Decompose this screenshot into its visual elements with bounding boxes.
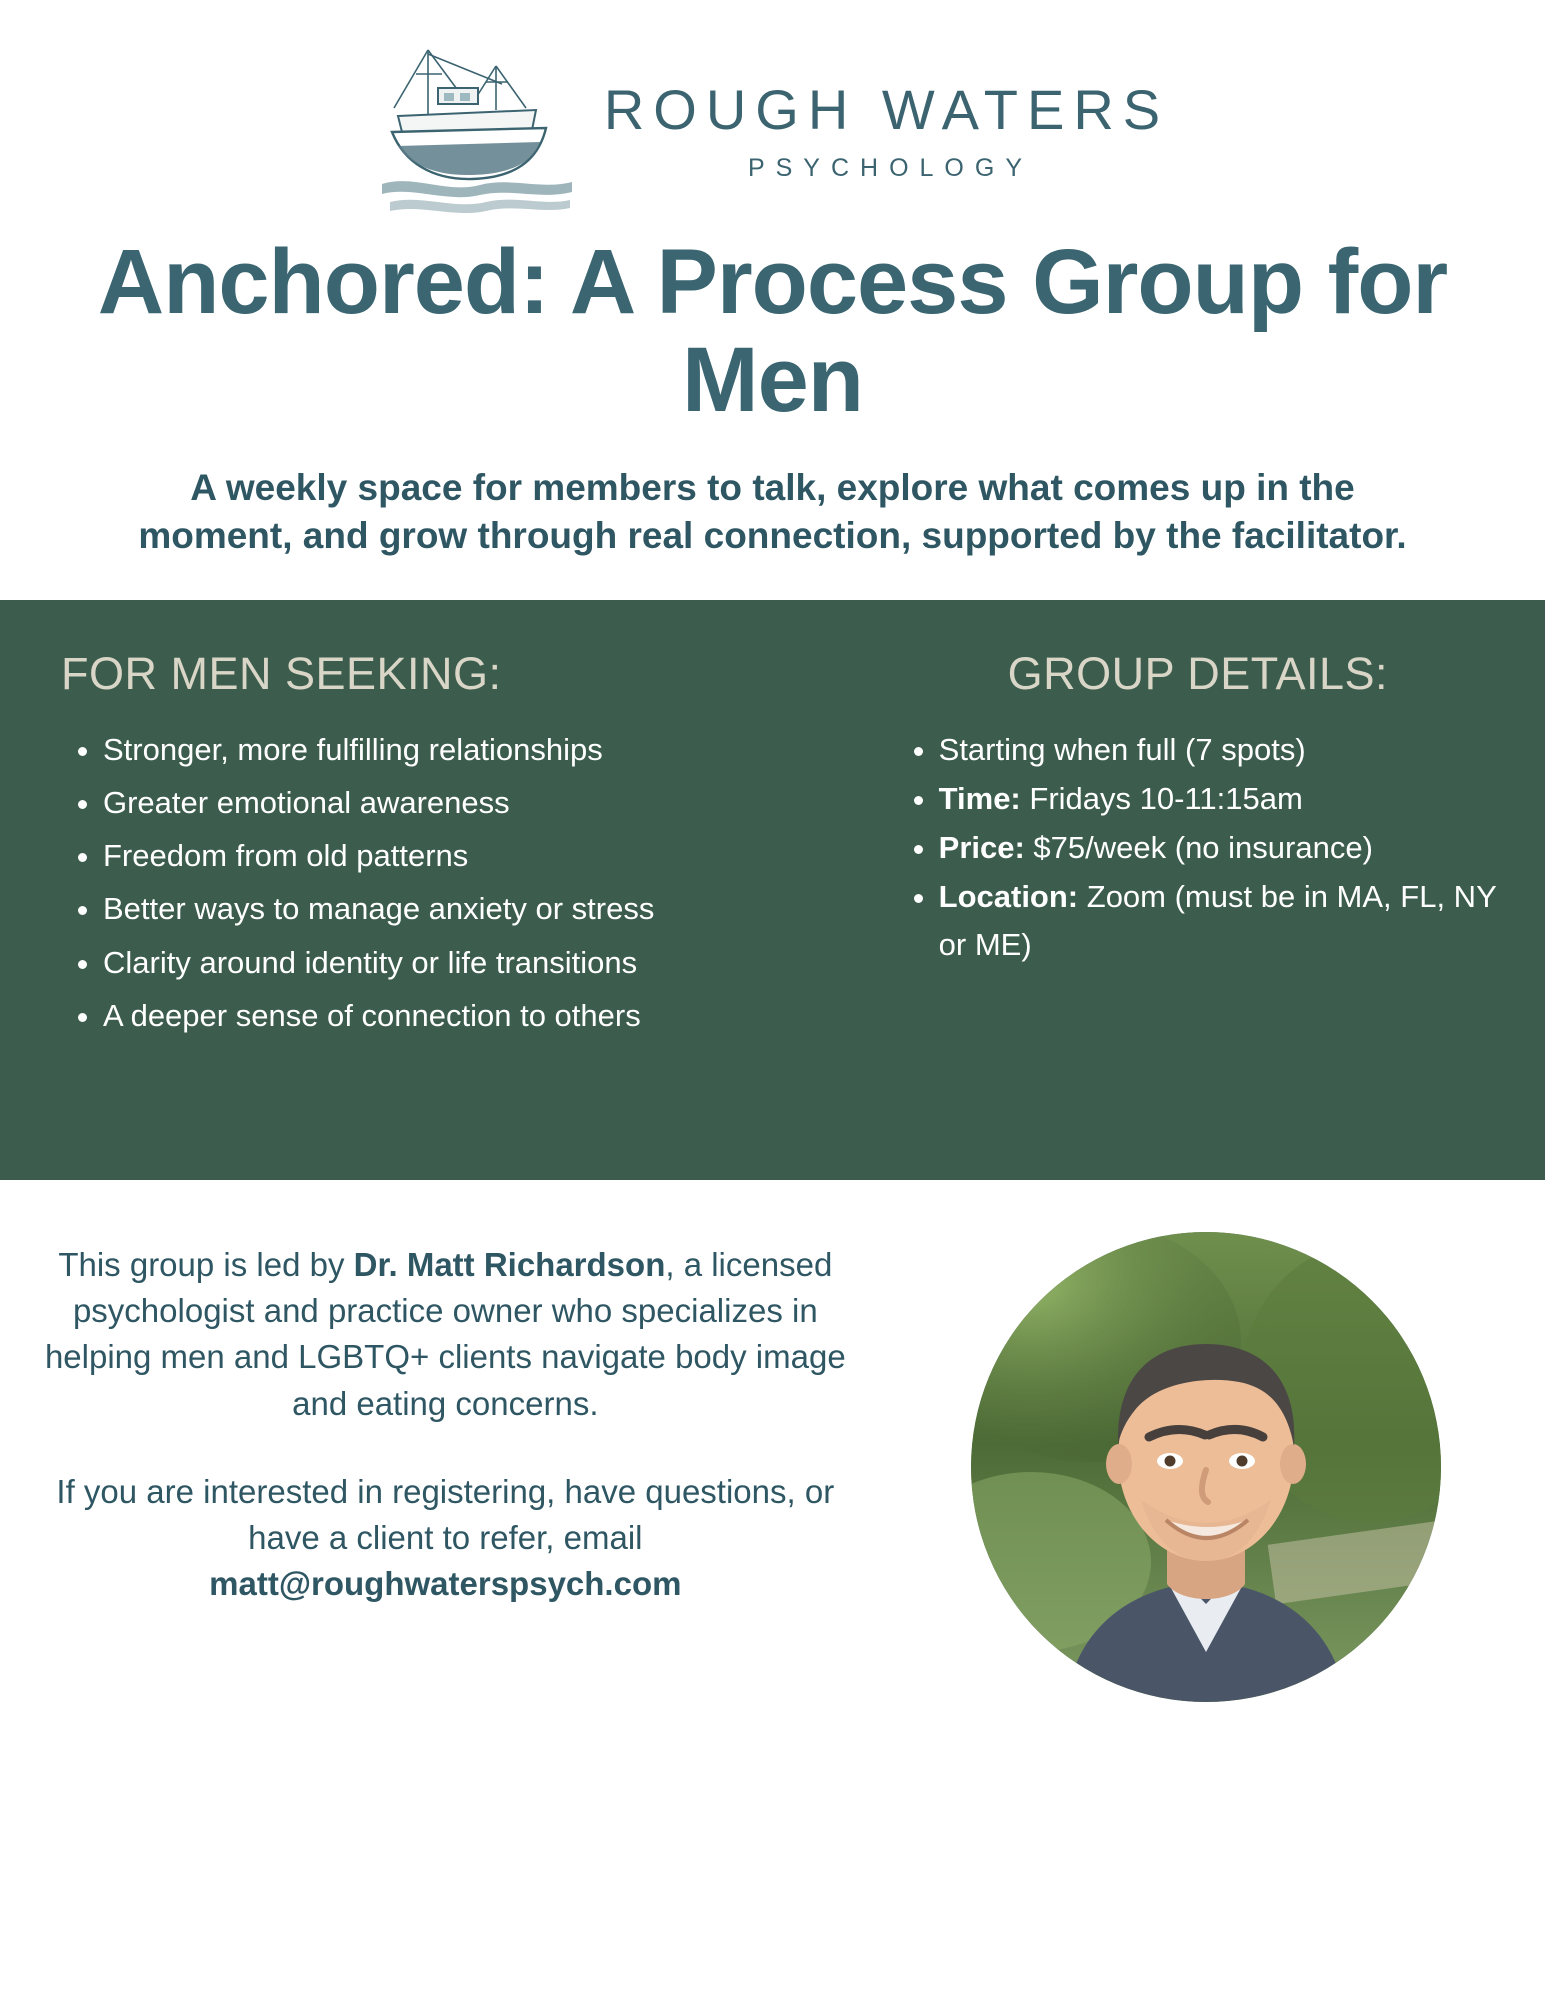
- list-item: • Stronger, more fulfilling relationships: [103, 726, 871, 773]
- brand-wordmark: [603, 78, 1170, 183]
- list-item: • Better ways to manage anxiety or stress: [103, 885, 871, 932]
- contact-text: If you are interested in registering, have questions, or have a client to refer, email: [56, 1472, 835, 1556]
- list-item: [939, 824, 1505, 871]
- bio-intro: This group is led by: [58, 1246, 354, 1284]
- contact-paragraph: [30, 1469, 861, 1608]
- brand-header: [0, 0, 1545, 213]
- contact-email[interactable]: matt@roughwaterspsych.com: [209, 1565, 682, 1603]
- list-item: • Freedom from old patterns: [103, 832, 871, 879]
- bio-paragraph: [30, 1242, 861, 1427]
- facilitator-name: Dr. Matt Richardson: [353, 1246, 666, 1284]
- details-panel: [0, 600, 1545, 1180]
- list-item: [939, 775, 1505, 822]
- detail-text: $75/week (no insurance): [1024, 830, 1373, 866]
- detail-text: Starting when full (7 spots): [938, 732, 1306, 768]
- for-men-seeking-list: [55, 726, 871, 1039]
- facilitator-section: [0, 1180, 1545, 1702]
- for-men-seeking-column: [0, 634, 881, 1140]
- detail-label: Location:: [938, 879, 1079, 915]
- detail-text: Fridays 10-11:15am: [1020, 781, 1303, 817]
- for-men-seeking-heading: FOR MEN SEEKING:: [61, 648, 502, 700]
- detail-label: Price:: [938, 830, 1025, 866]
- page-subtitle: A weekly space for members to talk, explore what comes up in the moment, and grow through real connection, supported by the facilitator.: [138, 466, 1407, 556]
- headshot-dr-matt-richardson: [971, 1232, 1441, 1702]
- list-item: [939, 726, 1505, 773]
- detail-text: Zoom (must be in MA, FL, NY or ME): [938, 879, 1497, 962]
- facilitator-bio: [0, 1232, 881, 1702]
- bio-rest: , a licensed psychologist and practice owner who specializes in helping men and LGBTQ+ clients navigate body image and eating concerns.: [44, 1246, 846, 1422]
- brand-name: ROUGH WATERS: [603, 78, 1170, 141]
- brand-tagline: PSYCHOLOGY: [747, 154, 1034, 182]
- list-item: [939, 873, 1505, 967]
- list-item: • Clarity around identity or life transitions: [103, 939, 871, 986]
- list-item: • A deeper sense of connection to others: [103, 992, 871, 1039]
- group-details-list: [891, 726, 1505, 968]
- fishing-boat-icon: [376, 38, 586, 213]
- group-details-heading: GROUP DETAILS:: [1007, 648, 1389, 700]
- detail-label: Time:: [938, 781, 1021, 817]
- page-title: Anchored: A Process Group for Men: [97, 231, 1448, 432]
- list-item: • Greater emotional awareness: [103, 779, 871, 826]
- spacer: [30, 1427, 861, 1469]
- group-details-column: [881, 634, 1545, 1140]
- headshot-wrap: [881, 1232, 1545, 1702]
